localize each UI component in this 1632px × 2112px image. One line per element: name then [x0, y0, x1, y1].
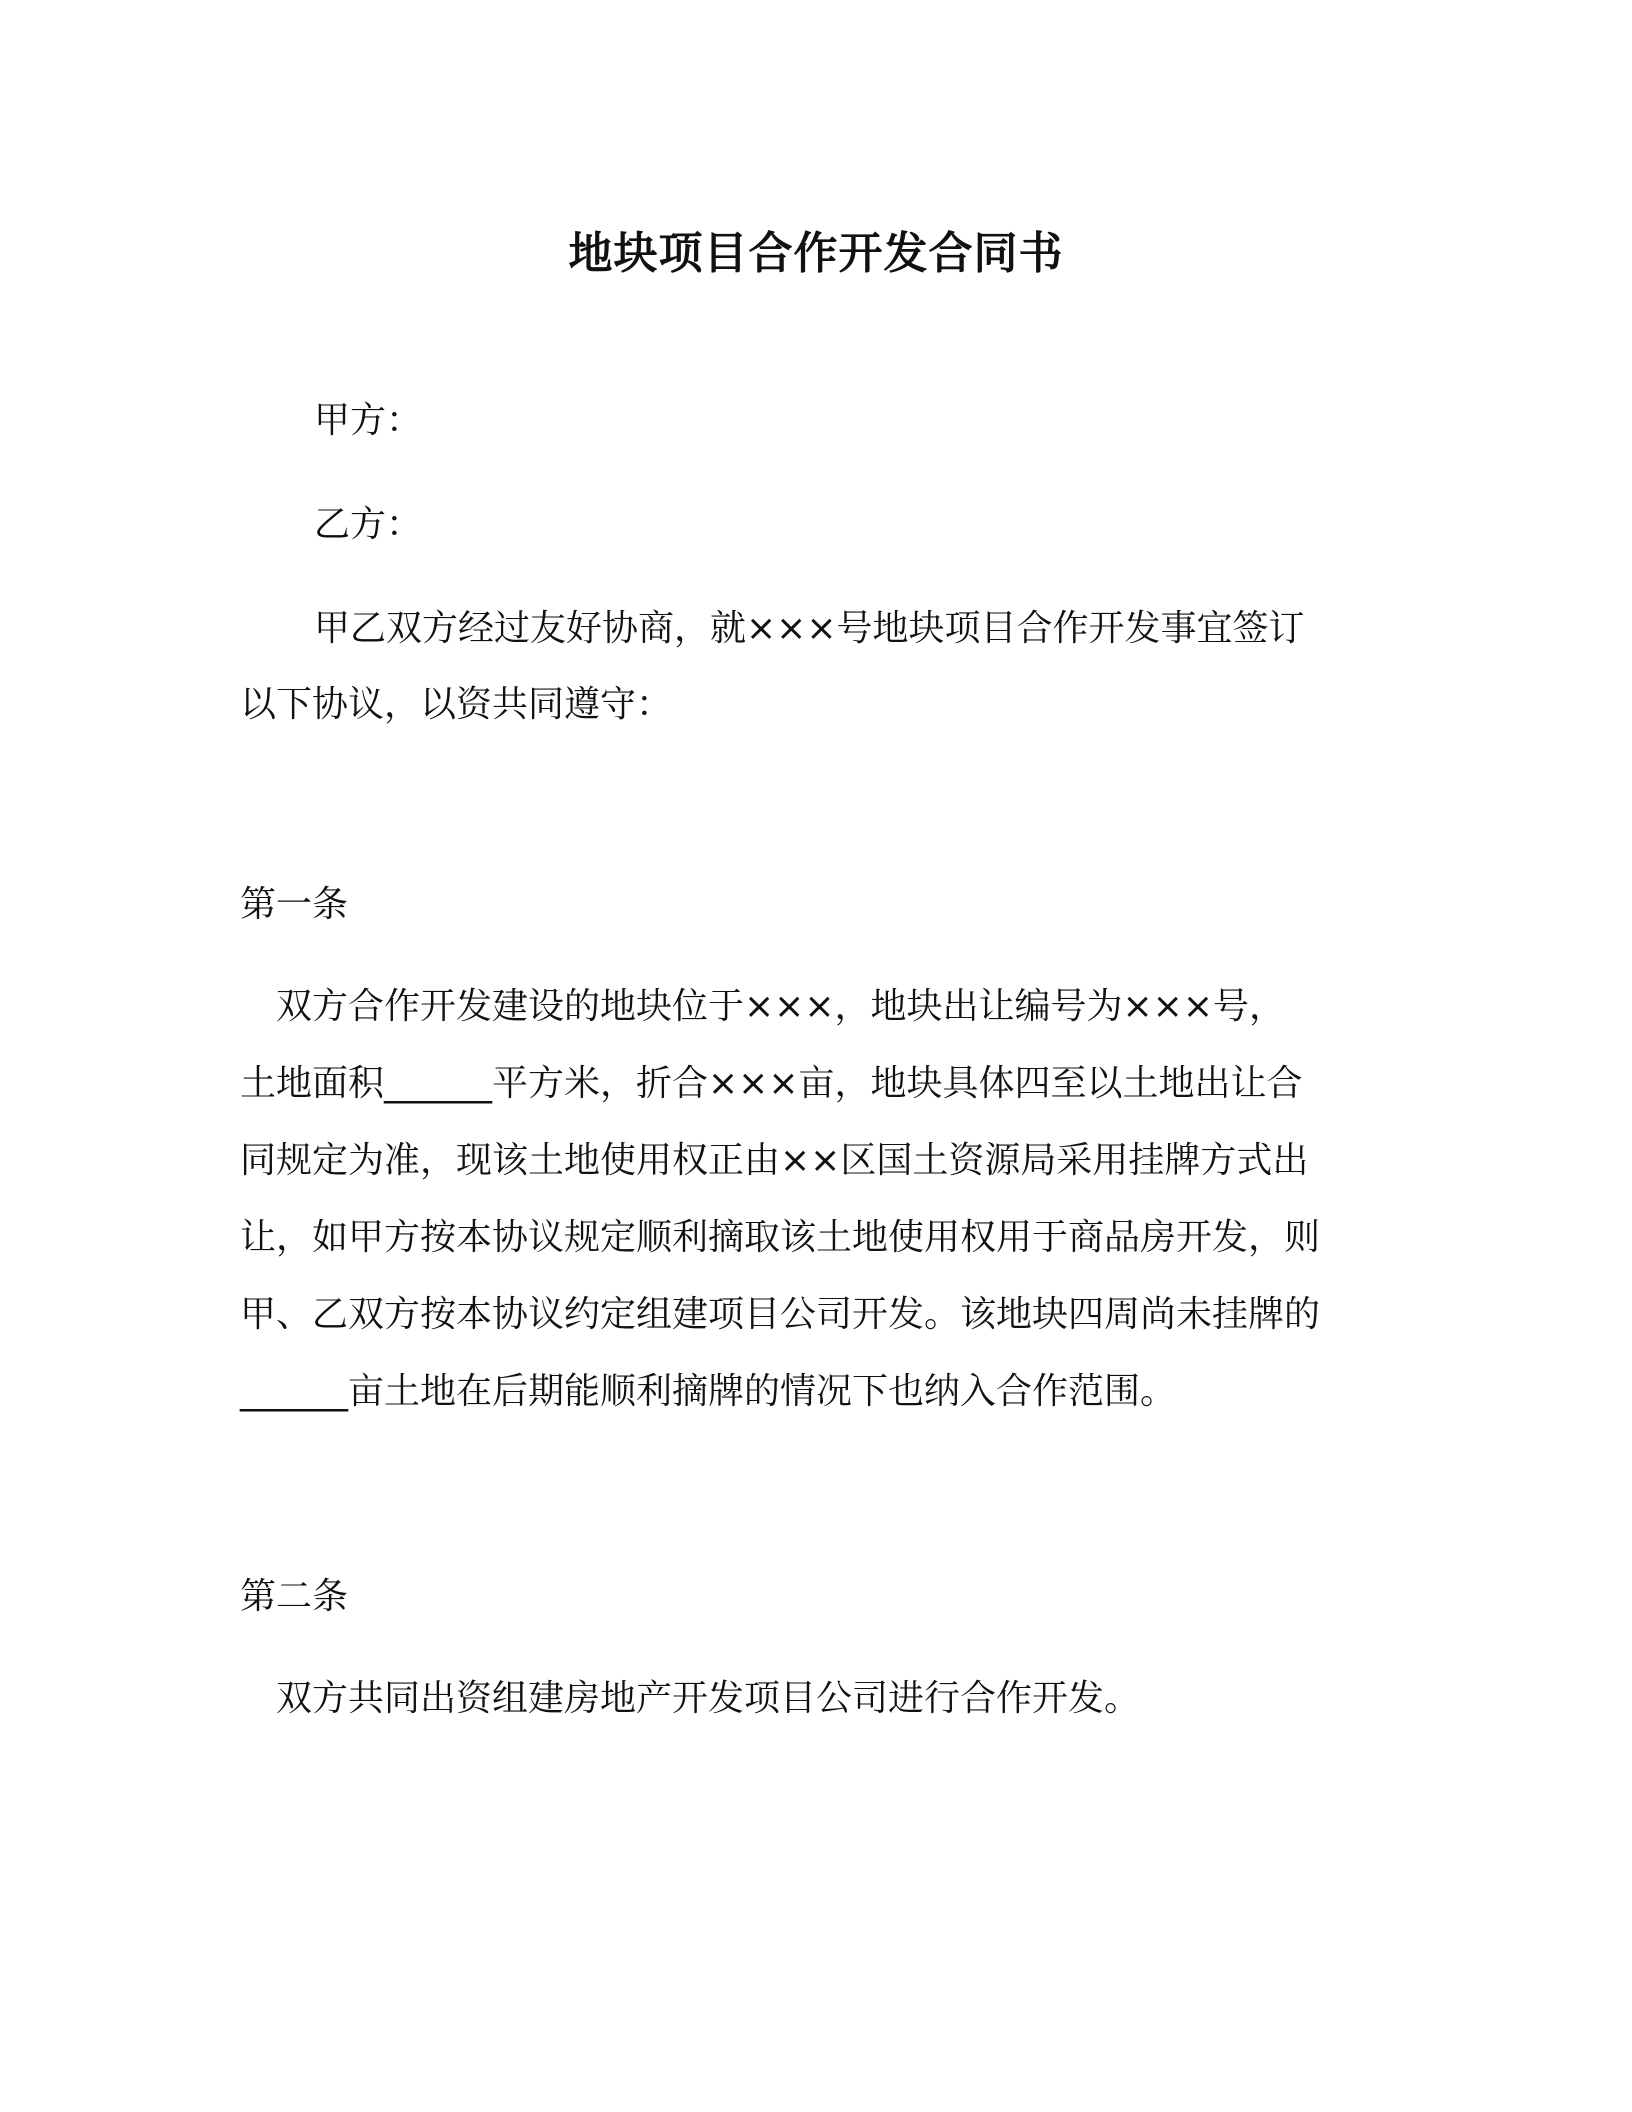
article-1-line: 让，如甲方按本协议规定顺利摘取该土地使用权用于商品房开发，则 [240, 1217, 1321, 1258]
intro-line: 甲乙双方经过友好协商，就×××号地块项目合作开发事宜签订 [314, 608, 1305, 649]
article-2-line: 双方共同出资组建房地产开发项目公司进行合作开发。 [276, 1678, 1141, 1719]
party-a-label: 甲方： [314, 400, 423, 441]
document-title: 地块项目合作开发合同书 [568, 228, 1064, 279]
article-1-heading: 第一条 [240, 884, 349, 925]
intro-line: 以下协议，以资共同遵守： [240, 684, 673, 725]
article-1-line: 双方合作开发建设的地块位于×××，地块出让编号为×××号， [276, 986, 1285, 1027]
article-1-line: 同规定为准，现该土地使用权正由××区国土资源局采用挂牌方式出 [240, 1140, 1309, 1181]
article-1-line: 甲、乙双方按本协议约定组建项目公司开发。该地块四周尚未挂牌的 [240, 1294, 1321, 1335]
article-2-heading: 第二条 [240, 1576, 349, 1617]
article-1-line: ______亩土地在后期能顺利摘牌的情况下也纳入合作范围。 [240, 1371, 1177, 1412]
article-1-line: 土地面积______平方米，折合×××亩，地块具体四至以土地出让合 [240, 1063, 1303, 1104]
party-b-label: 乙方： [314, 504, 423, 545]
